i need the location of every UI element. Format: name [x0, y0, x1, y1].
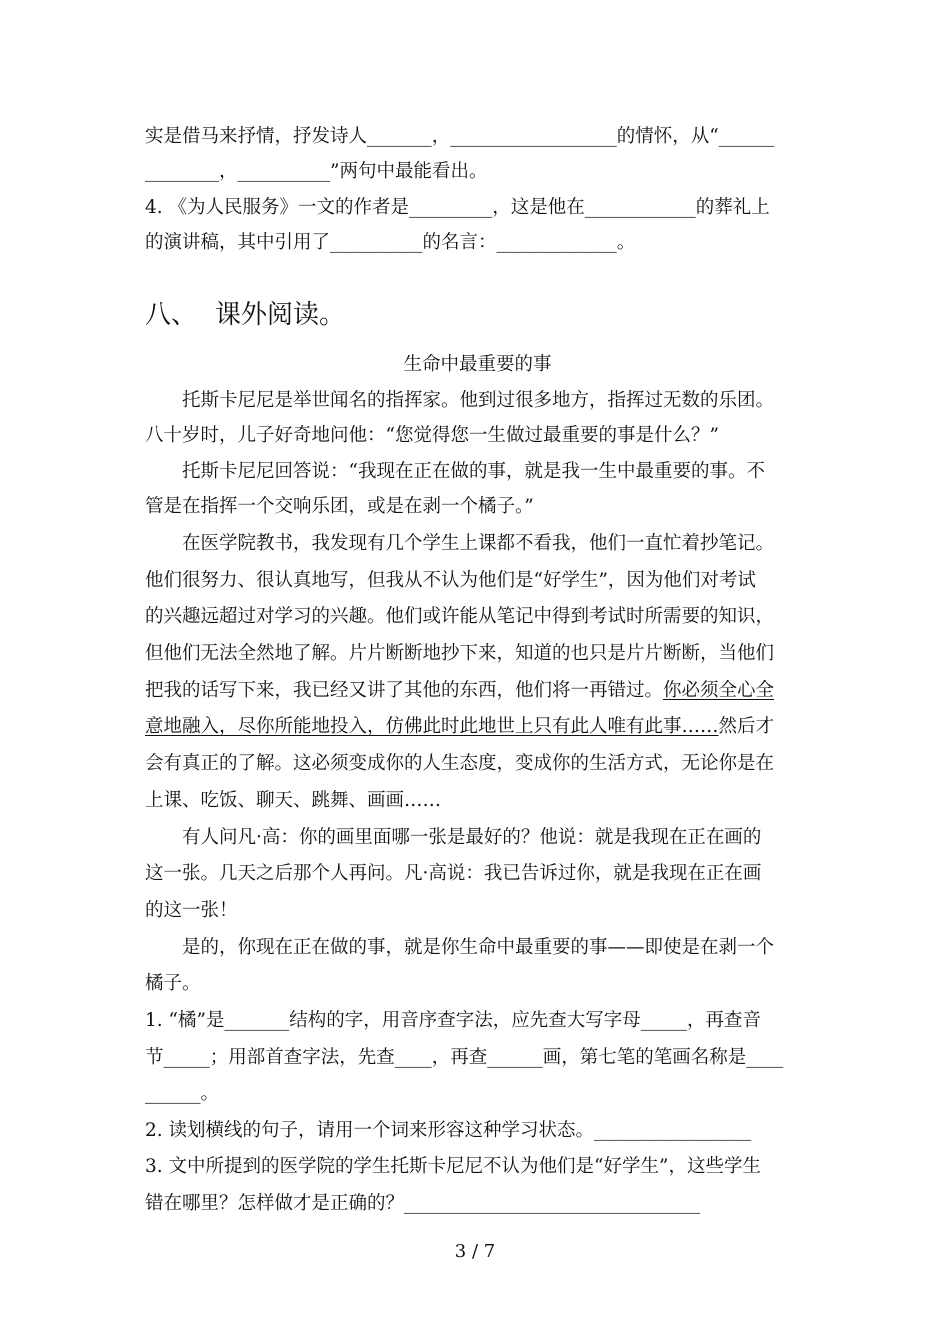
question-4-line-2: 的演讲稿，其中引用了__________的名言：_____________。: [145, 232, 636, 253]
question-1-line-1: 1. “橘”是_______结构的字，用音序查字法，应先查大写字母_____，再查音: [145, 1010, 761, 1031]
article-line: 托斯卡尼尼是举世闻名的指挥家。他到过很多地方，指挥过无数的乐团。: [182, 390, 775, 411]
question-3-line-2: 错在哪里？怎样做才是正确的？________________________________: [145, 1193, 701, 1214]
underlined-sentence: 意地融入，尽你所能地投入，仿佛此时此地世上只有此人唯有此事……: [145, 716, 719, 737]
article-line: 但他们无法全然地了解。片片断断地抄下来，知道的也只是片片断断，当他们: [145, 643, 775, 664]
article-line: 上课、吃饭、聊天、跳舞、画画……: [145, 790, 442, 811]
article-text: 然后才: [718, 716, 775, 737]
article-line: 在医学院教书，我发现有几个学生上课都不看我，他们一直忙着抄笔记。: [182, 533, 775, 554]
question-2: 2. 读划横线的句子，请用一个词来形容这种学习状态。_________________: [145, 1120, 752, 1141]
article-line: 他们很努力、很认真地写，但我从不认为他们是“好学生”，因为他们对考试: [145, 570, 756, 591]
article-line: 是的，你现在正在做的事，就是你生命中最重要的事——即使是在剥一个: [182, 937, 775, 958]
question-1-line-3: ______。: [145, 1083, 220, 1104]
article-line: 这一张。几天之后那个人再问。凡·高说：我已告诉过你，就是我现在正在画: [145, 863, 762, 884]
article-line: 橘子。: [145, 973, 201, 994]
article-line: [145, 715, 810, 739]
article-line: [145, 679, 810, 703]
article-line: 管是在指挥一个交响乐团，或是在剥一个橘子。”: [145, 496, 534, 517]
article-line: 有人问凡·高：你的画里面哪一张是最好的？他说：就是我现在正在画的: [182, 827, 762, 848]
section-number: 八、: [145, 300, 198, 330]
prev-text-line-1: 实是借马来抒情，抒发诗人_______，__________________的情怀，从“______: [145, 126, 775, 147]
article-line: 的这一张！: [145, 900, 238, 921]
article-title: 生命中最重要的事: [403, 354, 552, 375]
underlined-sentence: 你必须全心全: [663, 680, 775, 701]
page-number: 3 / 7: [454, 1241, 496, 1262]
prev-text-line-2: ________，__________”两句中最能看出。: [145, 161, 488, 182]
article-line: 会有真正的了解。这必须变成你的人生态度，变成你的生活方式，无论你是在: [145, 753, 775, 774]
article-text: 把我的话写下来，我已经又讲了其他的东西，他们将一再错过。: [145, 680, 664, 701]
section-heading: [145, 299, 345, 331]
article-line: 托斯卡尼尼回答说：“我现在正在做的事，就是我一生中最重要的事。不: [182, 461, 765, 482]
question-1-line-2: 节_____；用部首查字法，先查____，再查______画，第七笔的笔画名称是____: [145, 1047, 784, 1068]
article-line: 的兴趣远超过对学习的兴趣。他们或许能从笔记中得到考试时所需要的知识，: [145, 606, 775, 627]
article-line: 八十岁时，儿子好奇地问他：“您觉得您一生做过最重要的事是什么？”: [145, 425, 719, 446]
section-title: 课外阅读。: [215, 300, 346, 330]
question-3-line-1: 3. 文中所提到的医学院的学生托斯卡尼尼不认为他们是“好学生”，这些学生: [145, 1156, 761, 1177]
question-4-line-1: 4. 《为人民服务》一文的作者是_________，这是他在____________的葬礼上: [145, 197, 770, 218]
